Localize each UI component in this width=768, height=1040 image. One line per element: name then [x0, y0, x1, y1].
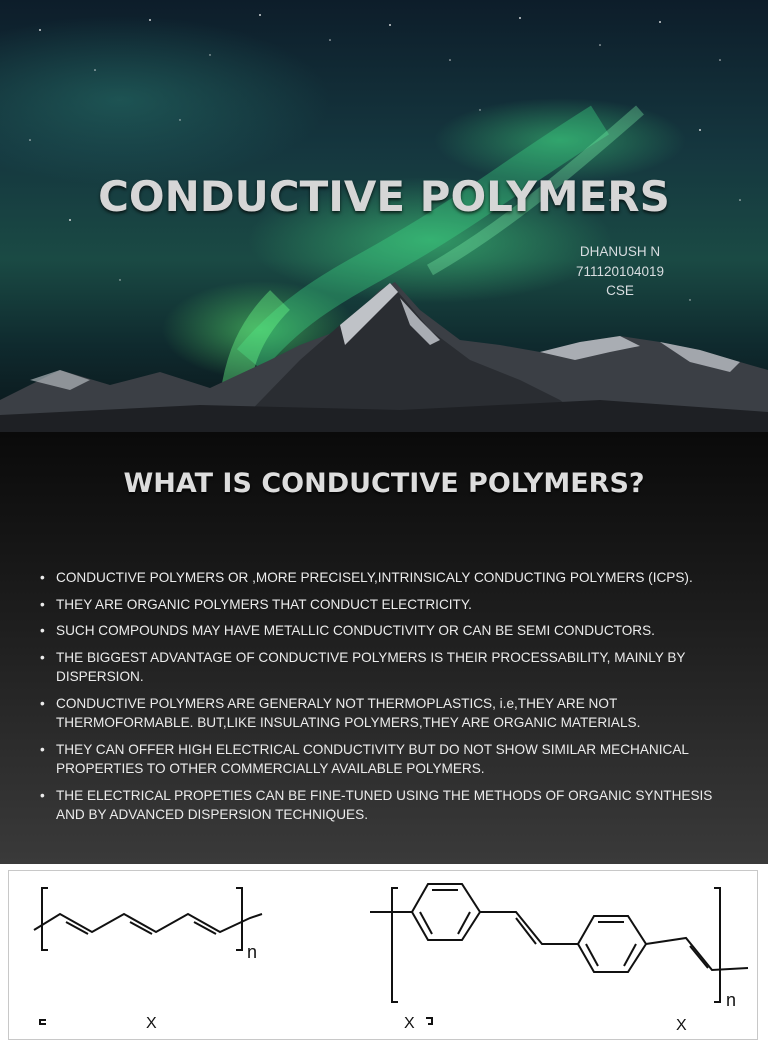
partial-label-x-3: X: [676, 1017, 687, 1034]
bullet-icon: •: [40, 623, 45, 638]
polyacetylene-structure: [34, 888, 262, 950]
bullet-icon: •: [40, 570, 45, 585]
bullet-icon: •: [40, 596, 45, 612]
content-slide: [0, 432, 768, 864]
subscript-n-right: n: [726, 990, 737, 1010]
polymer-structures-diagram: [0, 864, 768, 1034]
bullet-list: [38, 568, 738, 832]
author-block: [560, 242, 680, 301]
partial-label-x-2: X: [404, 1015, 415, 1032]
bullet-icon: •: [40, 741, 45, 757]
bullet-icon: •: [40, 695, 45, 711]
bullet-item: • THEY CAN OFFER HIGH ELECTRICAL CONDUCTIVITY BUT DO NOT SHOW SIMILAR MECHANICAL PROPERTIES TO OTHER COMMERCIALLY AVAILABLE POLYMERS.: [40, 741, 689, 776]
bullet-item: • CONDUCTIVE POLYMERS ARE GENERALY NOT THERMOPLASTICS, i.e,THEY ARE NOT THERMOFORMABLE. BUT,LIKE INSULATING POLYMERS,THEY ARE ORGANIC MATERIALS.: [40, 695, 641, 730]
bullet-icon: •: [40, 787, 45, 803]
poly-phenylene-vinylene-structure: [370, 884, 748, 1002]
bullet-icon: •: [40, 649, 45, 665]
bullet-item: • THEY ARE ORGANIC POLYMERS THAT CONDUCT ELECTRICITY.: [38, 595, 738, 615]
bullet-item: • THE ELECTRICAL PROPETIES CAN BE FINE-TUNED USING THE METHODS OF ORGANIC SYNTHESIS AND BY ADVANCED DISPERSION TECHNIQUES.: [40, 787, 713, 822]
author-name: DHANUSH N: [579, 244, 661, 259]
subscript-n-left: n: [247, 942, 258, 962]
title-slide: [0, 0, 768, 432]
author-id: 711120104019: [575, 263, 665, 279]
presentation-title: CONDUCTIVE POLYMERS: [98, 172, 670, 221]
bullet-item: • CONDUCTIVE POLYMERS OR ,MORE PRECISELY,INTRINSICALY CONDUCTING POLYMERS (ICPS).: [38, 568, 738, 588]
third-structure-row: [40, 1018, 432, 1024]
partial-label-x-1: X: [146, 1015, 157, 1032]
slide-heading: WHAT IS CONDUCTIVE POLYMERS?: [123, 468, 645, 499]
bullet-item: • SUCH COMPOUNDS MAY HAVE METALLIC CONDUCTIVITY OR CAN BE SEMI CONDUCTORS.: [38, 621, 738, 641]
author-department: CSE: [606, 283, 634, 298]
bullet-item: • THE BIGGEST ADVANTAGE OF CONDUCTIVE POLYMERS IS THEIR PROCESSABILITY, MAINLY BY DISPERSION.: [40, 649, 686, 684]
structures-slide: [0, 864, 768, 1034]
